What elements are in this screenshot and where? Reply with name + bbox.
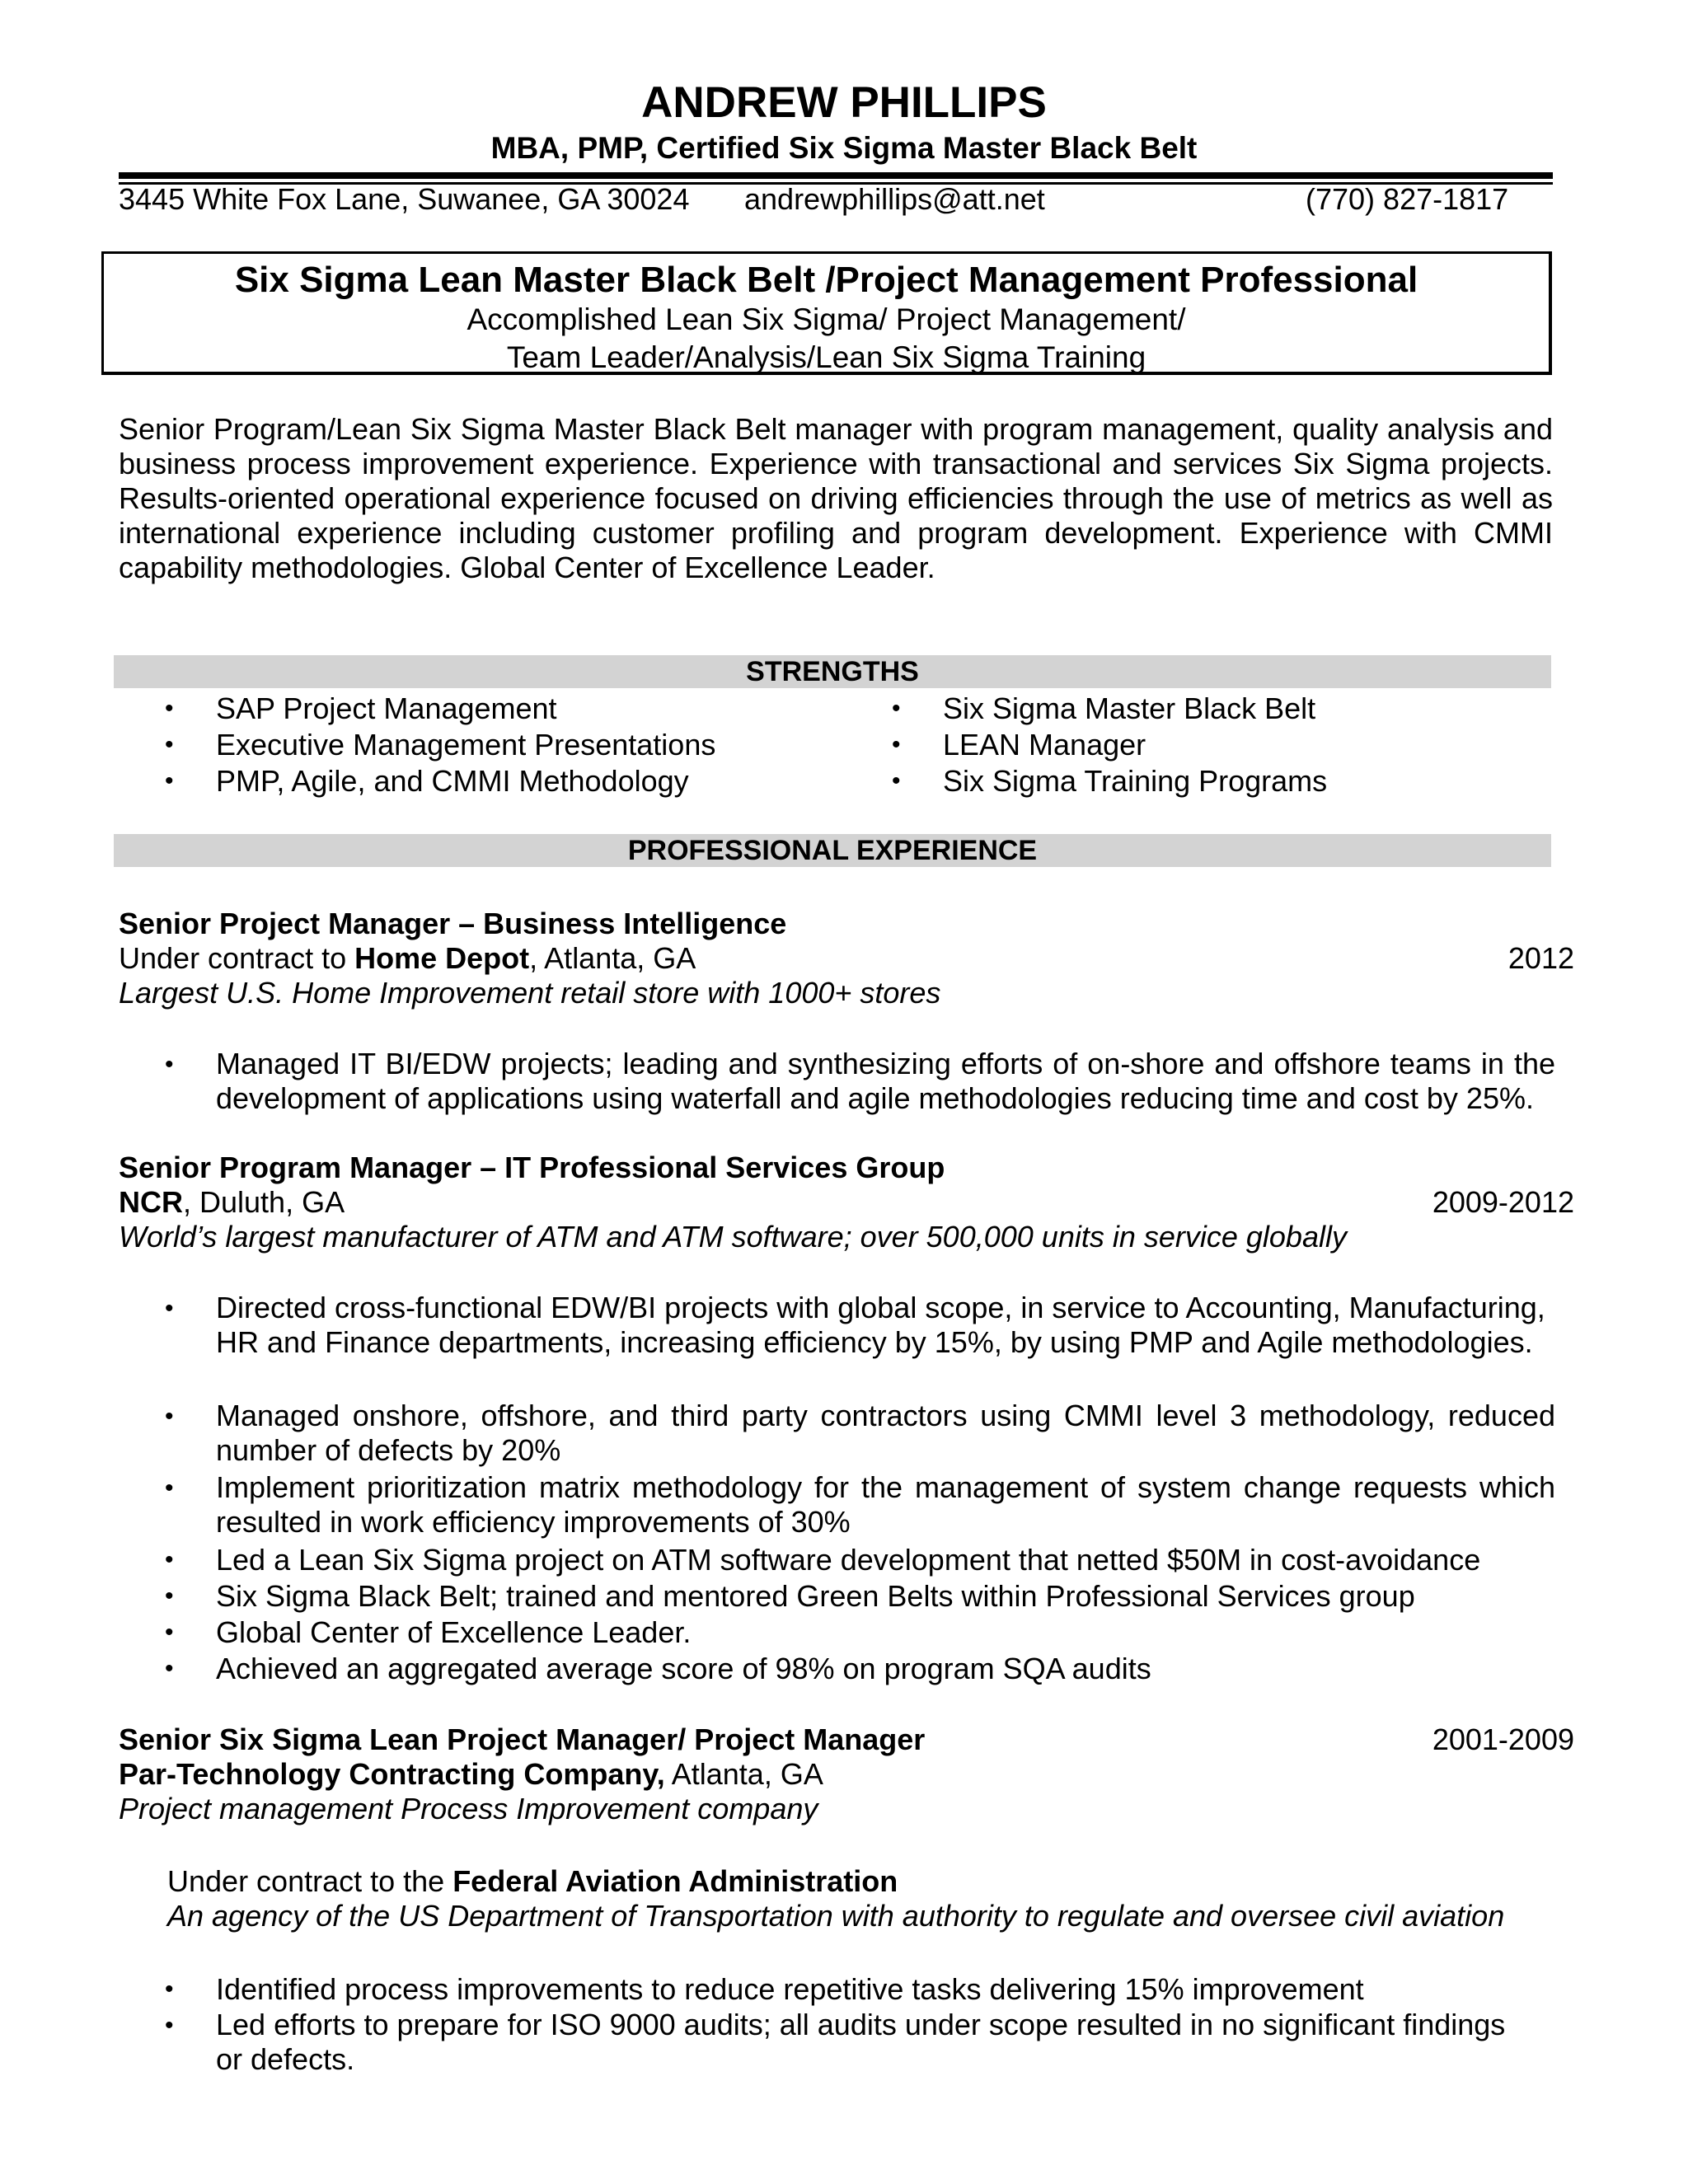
job-bullet: Six Sigma Black Belt; trained and mentored Green Belts within Professional Services group xyxy=(216,1579,1415,1613)
job-bullet: Achieved an aggregated average score of 98% on program SQA audits xyxy=(216,1652,1151,1685)
bullet-icon: • xyxy=(165,1619,174,1646)
job-bullet: Directed cross-functional EDW/BI projects with global scope, in service to Accounting, Manufacturing, HR and Finance departments, increasing efficiency by 15%, by using PMP and Agile methodologies. xyxy=(216,1291,1545,1359)
job-bullet: Led efforts to prepare for ISO 9000 audits; all audits under scope resulted in no significant findings or defects. xyxy=(216,2008,1506,2076)
strength-item: Six Sigma Training Programs xyxy=(943,764,1328,798)
summary-paragraph: Senior Program/Lean Six Sigma Master Black Belt manager with program management, quality analysis and business process improvement experience. Experience with transactional and services Six Sigma projects. Results-oriented operational experience focused on driving efficiencies through the use of metrics as well as international experience including customer profiling and program development. Experience with CMMI capability methodologies. Global Center of Excellence Leader. xyxy=(119,412,1553,584)
job-bullet: Managed IT BI/EDW projects; leading and synthesizing efforts of on-shore and offshore teams in the development of applications using waterfall and agile methodologies reducing time and cost by 25%. xyxy=(216,1047,1555,1115)
employer-location: , Duluth, GA xyxy=(183,1185,345,1219)
job-employer xyxy=(119,1185,345,1220)
experience-heading: PROFESSIONAL EXPERIENCE xyxy=(114,834,1551,867)
bullet-icon: • xyxy=(165,767,174,794)
bullet-icon: • xyxy=(165,1975,174,2003)
job-title: Senior Six Sigma Lean Project Manager/ Project Manager xyxy=(119,1722,926,1756)
headline-title: Six Sigma Lean Master Black Belt /Project Management Professional xyxy=(234,260,1418,300)
bullet-icon: • xyxy=(165,1474,174,1502)
headline-box xyxy=(101,251,1552,375)
employer-location: , Atlanta, GA xyxy=(529,941,696,975)
job-dates: 2009-2012 xyxy=(1432,1185,1574,1219)
bullet-icon: • xyxy=(892,767,901,794)
header-rule-thick xyxy=(119,172,1553,179)
bullet-icon: • xyxy=(165,1582,174,1610)
bullet-icon: • xyxy=(892,731,901,758)
strengths-list xyxy=(0,691,1688,802)
job-bullet: Implement prioritization matrix methodology for the management of system change requests which resulted in work efficiency improvements of 30% xyxy=(216,1470,1555,1539)
job-bullet: Global Center of Excellence Leader. xyxy=(216,1615,692,1649)
headline-subtitle-1: Accomplished Lean Six Sigma/ Project Management/ xyxy=(467,302,1186,336)
strength-item: LEAN Manager xyxy=(943,728,1146,762)
strength-item: Six Sigma Master Black Belt xyxy=(943,691,1316,725)
employer-location: Atlanta, GA xyxy=(664,1757,823,1791)
bullet-icon: • xyxy=(165,1051,174,1078)
candidate-credentials: MBA, PMP, Certified Six Sigma Master Black Belt xyxy=(490,131,1198,165)
bullet-icon: • xyxy=(165,2012,174,2039)
job-dates: 2001-2009 xyxy=(1432,1722,1574,1756)
job-description: Largest U.S. Home Improvement retail store with 1000+ stores xyxy=(119,976,941,1010)
contact-phone: (770) 827-1817 xyxy=(1306,182,1509,216)
bullet-icon: • xyxy=(165,1295,174,1322)
job-bullet: Led a Lean Six Sigma project on ATM software development that netted $50M in cost-avoidance xyxy=(216,1543,1481,1577)
job-title: Senior Project Manager – Business Intelligence xyxy=(119,907,787,940)
job-dates: 2012 xyxy=(1507,941,1574,975)
bullet-icon: • xyxy=(165,731,174,758)
bullet-icon: • xyxy=(165,1655,174,1682)
client-description: An agency of the US Department of Transportation with authority to regulate and oversee civil aviation xyxy=(167,1899,1505,1933)
bullet-icon: • xyxy=(892,695,901,722)
employer-name: Par-Technology Contracting Company, xyxy=(119,1757,665,1791)
client-line xyxy=(167,1864,898,1899)
bullet-icon: • xyxy=(165,1546,174,1573)
bullet-icon: • xyxy=(165,695,174,722)
job-employer xyxy=(119,941,696,976)
candidate-name: ANDREW PHILLIPS xyxy=(641,78,1047,127)
client-prefix: Under contract to the xyxy=(167,1864,453,1898)
contact-address: 3445 White Fox Lane, Suwanee, GA 30024 xyxy=(119,182,690,216)
job-employer xyxy=(119,1757,823,1792)
contact-email[interactable]: andrewphillips@att.net xyxy=(744,182,1045,216)
strength-item: SAP Project Management xyxy=(216,691,557,725)
bullet-icon: • xyxy=(165,1403,174,1430)
employer-prefix: Under contract to xyxy=(119,941,355,975)
strength-item: PMP, Agile, and CMMI Methodology xyxy=(216,764,689,798)
job-bullet: Managed onshore, offshore, and third party contractors using CMMI level 3 methodology, reduced number of defects by 20% xyxy=(216,1399,1555,1467)
job-title: Senior Program Manager – IT Professional Services Group xyxy=(119,1151,945,1184)
strengths-heading: STRENGTHS xyxy=(114,655,1551,688)
job-bullet: Identified process improvements to reduce repetitive tasks delivering 15% improvement xyxy=(216,1972,1364,2006)
job-description: Project management Process Improvement company xyxy=(119,1792,818,1825)
job-description: World’s largest manufacturer of ATM and ATM software; over 500,000 units in service globally xyxy=(119,1220,1347,1254)
employer-name: Home Depot xyxy=(354,941,530,975)
employer-name: NCR xyxy=(119,1185,183,1219)
client-name: Federal Aviation Administration xyxy=(452,1864,898,1898)
headline-subtitle-2: Team Leader/Analysis/Lean Six Sigma Training xyxy=(506,340,1146,374)
strength-item: Executive Management Presentations xyxy=(216,728,716,762)
